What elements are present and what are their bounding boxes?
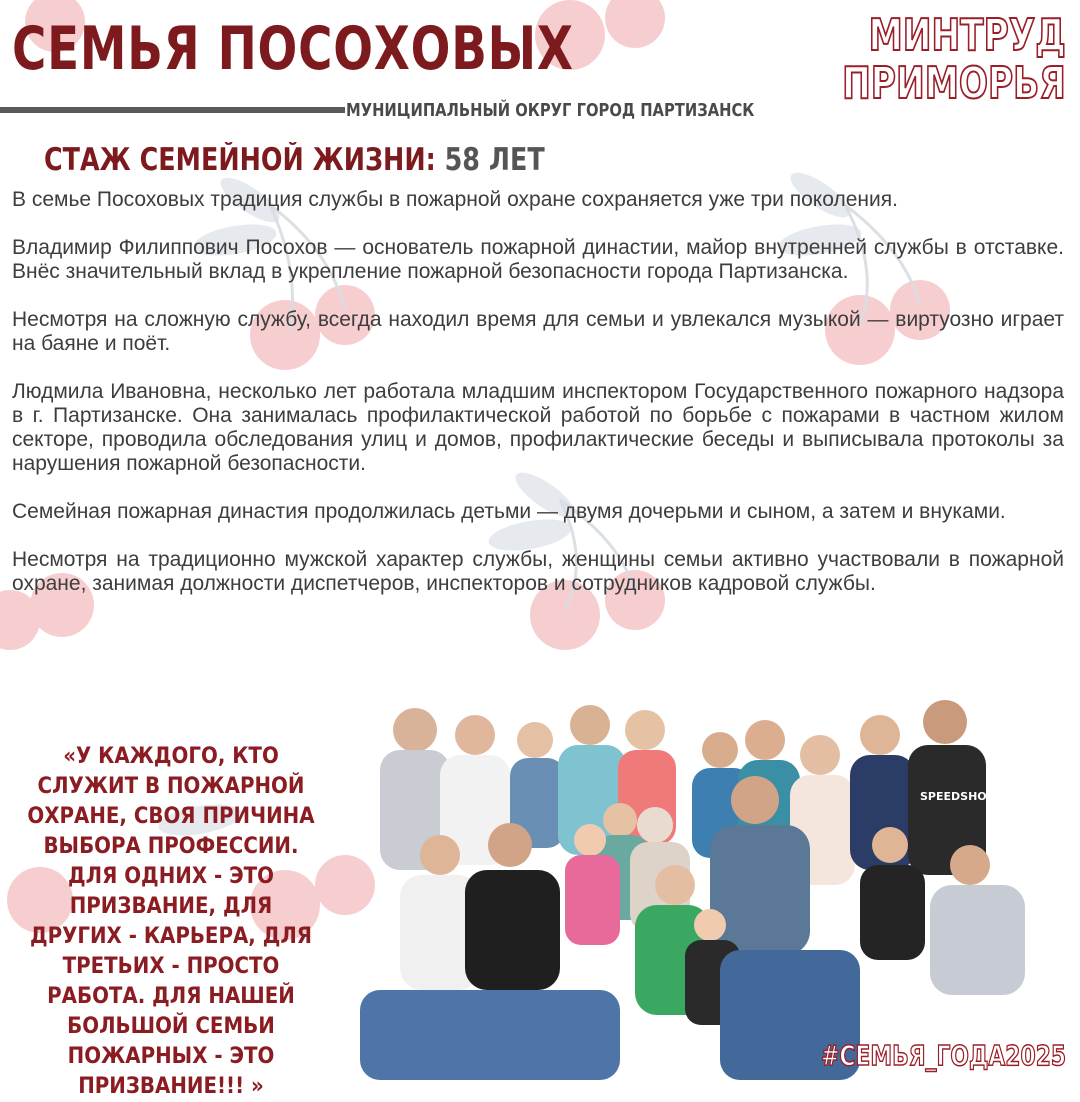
paragraph-dynasty: Семейная пожарная династия продолжилась детьми — двумя дочерьми и сыном, а затем и внуками. (12, 500, 1006, 523)
logo-line-2: ПРИМОРЬЯ (842, 58, 1066, 109)
mintrud-logo (779, 12, 1066, 108)
municipality-subtitle: МУНИЦИПАЛЬНЫЙ ОКРУГ ГОРОД ПАРТИЗАНСК (346, 100, 755, 121)
family-quote: «У КАЖДОГО, КТО СЛУЖИТ В ПОЖАРНОЙ ОХРАНЕ, СВОЯ ПРИЧИНА ВЫБОРА ПРОФЕССИИ. ДЛЯ ОДНИХ - ЭТО ПРИЗВАНИЕ, ДЛЯ ДРУГИХ - КАРЬЕРА, ДЛЯ ТРЕТЬИХ - ПРОСТО РАБОТА. ДЛЯ НАШЕЙ БОЛЬШОЙ СЕМЬИ ПОЖАРНЫХ - ЭТО ПРИЗВАНИЕ!!! » (27, 744, 315, 1099)
paragraph-generations: В семье Посоховых традиция службы в пожарной охране сохраняется уже три поколения. (12, 188, 898, 211)
marriage-length (44, 142, 545, 178)
marriage-length-value: 58 ЛЕТ (444, 142, 545, 178)
paragraph-founder: Владимир Филиппович Посохов — основатель пожарной династии, майор внутренней службы в отставке. Внёс значительный вклад в укрепление пожарной безопасности города Партизанска. (12, 236, 1064, 283)
paragraph-lyudmila: Людмила Ивановна, несколько лет работала младшим инспектором Государственного пожарного надзора в г. Партизанске. Она занималась профилактической работой по борьбе с пожарами в частном жилом секторе, проводила обследования улиц и домов, профилактические беседы и выписывала протоколы за нарушения пожарной безопасности. (12, 380, 1064, 475)
svg-text:SPEEDSHOP: SPEEDSHOP (920, 790, 995, 803)
family-group-illustration (300, 700, 1080, 1080)
body-text (12, 188, 1064, 620)
title-underline (0, 107, 345, 113)
logo-line-1: МИНТРУД (868, 10, 1066, 61)
marriage-length-label: СТАЖ СЕМЕЙНОЙ ЖИЗНИ: (44, 142, 436, 178)
paragraph-women: Несмотря на традиционно мужской характер службы, женщины семьи активно участвовали в пожарной охране, занимая должности диспетчеров, инспекторов и сотрудников кадровой службы. (12, 548, 1064, 595)
paragraph-music: Несмотря на сложную службу, всегда находил время для семьи и увлекался музыкой — виртуозно играет на баяне и поёт. (12, 308, 1064, 355)
hashtag-label: #СЕМЬЯ_ГОДА2025 (821, 1039, 1066, 1072)
page-title: СЕМЬЯ ПОСОХОВЫХ (12, 14, 574, 84)
family-photo (300, 700, 1080, 1080)
